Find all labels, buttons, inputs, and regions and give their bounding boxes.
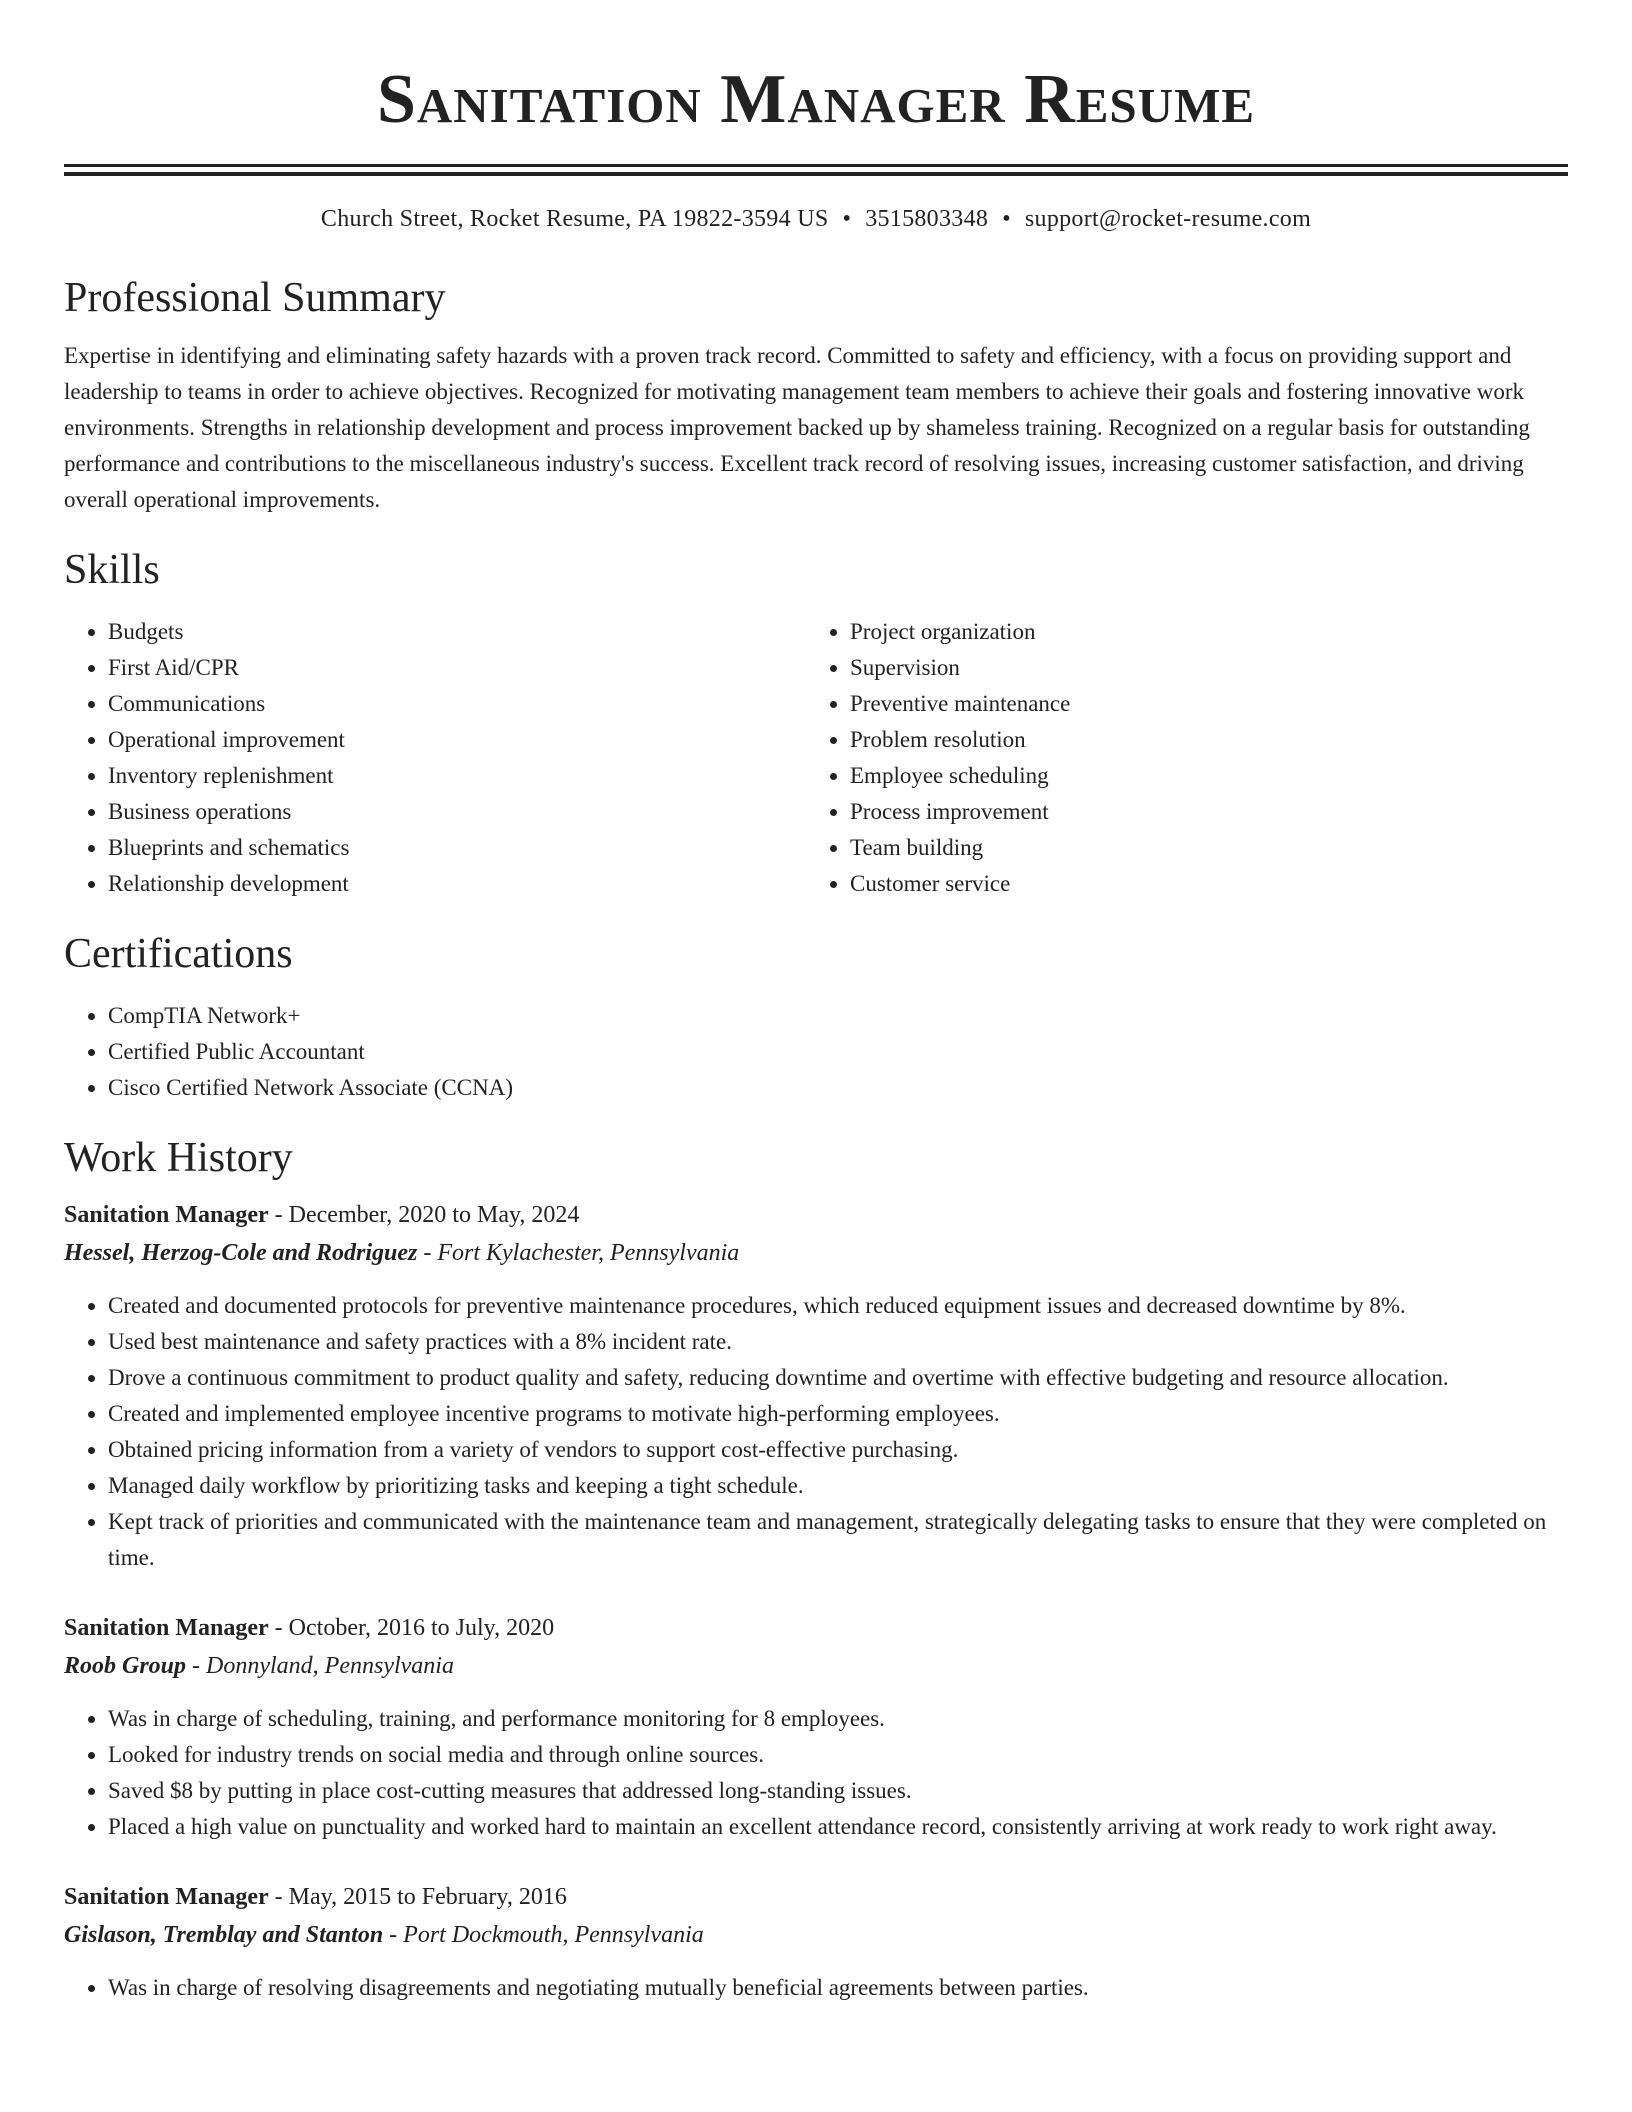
job-company: Roob Group [64, 1653, 187, 1679]
job-company-line [64, 1647, 1568, 1685]
job-bullet: • Kept track of priorities and communicated with the maintenance team and management, strategically delegating tasks to ensure that they were completed on time. [108, 1504, 1568, 1576]
job-bullets [64, 1701, 1568, 1845]
job-bullet: • Created and implemented employee incentive programs to motivate high-performing employees. [108, 1396, 1568, 1432]
contact-separator: • [842, 206, 852, 232]
job-entry [64, 1878, 1568, 2006]
skill-item: • First Aid/CPR [108, 650, 806, 686]
skill-item: • Process improvement [850, 794, 1548, 830]
skill-item: • Preventive maintenance [850, 686, 1548, 722]
job-entry [64, 1196, 1568, 1576]
skill-item: • Budgets [108, 614, 806, 650]
job-bullets [64, 1970, 1568, 2006]
skill-item: • Team building [850, 830, 1548, 866]
contact-address: Church Street, Rocket Resume, PA 19822-3594 US [320, 206, 829, 232]
job-bullet: • Used best maintenance and safety practices with a 8% incident rate. [108, 1324, 1568, 1360]
skills-heading: Skills [64, 547, 160, 593]
summary-heading: Professional Summary [64, 275, 446, 321]
job-entry [64, 1609, 1568, 1845]
job-bullet: • Placed a high value on punctuality and worked hard to maintain an excellent attendance record, consistently arriving at work ready to work right away. [108, 1809, 1568, 1845]
contact-separator: • [1002, 206, 1011, 232]
job-dates: - May, 2015 to February, 2016 [268, 1884, 567, 1910]
job-bullet: • Saved $8 by putting in place cost-cutting measures that addressed long-standing issues. [108, 1773, 1568, 1809]
job-location: - Fort Kylachester, Pennsylvania [417, 1240, 740, 1266]
certifications-heading: Certifications [64, 931, 293, 977]
job-company: Hessel, Herzog-Cole and Rodriguez [64, 1240, 418, 1266]
summary-text: Expertise in identifying and eliminating safety hazards with a proven track record. Committed to safety and efficiency, with a focus on providing support and leadership to teams in order to achieve objectives. Recognized for motivating management team members to achieve their goals and fostering innovative work environments. Strengths in relationship development and process improvement backed up by shameless training. Recognized on a regular basis for outstanding performance and contributions to the miscellaneous industry's success. Excellent track record of resolving issues, increasing customer satisfaction, and driving overall operational improvements. [64, 343, 1530, 512]
skill-item: • Customer service [850, 866, 1548, 902]
skill-item: • Inventory replenishment [108, 758, 806, 794]
work-history-heading: Work History [64, 1135, 293, 1181]
job-bullet: • Looked for industry trends on social media and through online sources. [108, 1737, 1568, 1773]
job-title: Sanitation Manager [64, 1884, 269, 1910]
contact-phone: 3515803348 [865, 206, 989, 232]
job-bullet: • Drove a continuous commitment to product quality and safety, reducing downtime and overtime with effective budgeting and resource allocation. [108, 1360, 1568, 1396]
job-bullet: • Created and documented protocols for preventive maintenance procedures, which reduced equipment issues and decreased downtime by 8%. [108, 1288, 1568, 1324]
title-divider [64, 164, 1568, 167]
skill-item: • Employee scheduling [850, 758, 1548, 794]
contact-line [64, 204, 1568, 234]
skill-item: • Relationship development [108, 866, 806, 902]
job-title-line [64, 1196, 1568, 1234]
contact-email[interactable]: support@rocket-resume.com [1024, 206, 1312, 232]
skills-column-right [806, 614, 1548, 902]
job-location: - Donnyland, Pennsylvania [186, 1653, 454, 1679]
job-dates: - December, 2020 to May, 2024 [268, 1202, 580, 1228]
certification-item: • CompTIA Network+ [108, 998, 1568, 1034]
page-title: Sanitation Manager Resume [376, 61, 1256, 138]
job-company-line [64, 1234, 1568, 1272]
job-title: Sanitation Manager [64, 1202, 269, 1228]
certifications-list [64, 998, 1568, 1106]
job-dates: - October, 2016 to July, 2020 [268, 1615, 555, 1641]
job-company-line [64, 1916, 1568, 1954]
job-bullet: • Was in charge of resolving disagreements and negotiating mutually beneficial agreements between parties. [108, 1970, 1568, 2006]
certification-item: • Certified Public Accountant [108, 1034, 1568, 1070]
job-title-line [64, 1609, 1568, 1647]
skill-item: • Blueprints and schematics [108, 830, 806, 866]
skill-item: • Communications [108, 686, 806, 722]
job-bullet: • Obtained pricing information from a variety of vendors to support cost-effective purchasing. [108, 1432, 1568, 1468]
job-location: - Port Dockmouth, Pennsylvania [383, 1922, 704, 1948]
skill-item: • Project organization [850, 614, 1548, 650]
job-bullet: • Was in charge of scheduling, training, and performance monitoring for 8 employees. [108, 1701, 1568, 1737]
skills-column-left [64, 614, 806, 902]
job-company: Gislason, Tremblay and Stanton [64, 1922, 384, 1948]
certification-item: • Cisco Certified Network Associate (CCNA) [108, 1070, 1568, 1106]
skill-item: • Operational improvement [108, 722, 806, 758]
skills-grid [64, 614, 1568, 902]
job-title: Sanitation Manager [64, 1615, 269, 1641]
skill-item: • Business operations [108, 794, 806, 830]
job-bullet: • Managed daily workflow by prioritizing tasks and keeping a tight schedule. [108, 1468, 1568, 1504]
skill-item: • Supervision [850, 650, 1548, 686]
job-bullets [64, 1288, 1568, 1576]
title-divider-thick [64, 172, 1568, 176]
job-title-line [64, 1878, 1568, 1916]
skill-item: • Problem resolution [850, 722, 1548, 758]
